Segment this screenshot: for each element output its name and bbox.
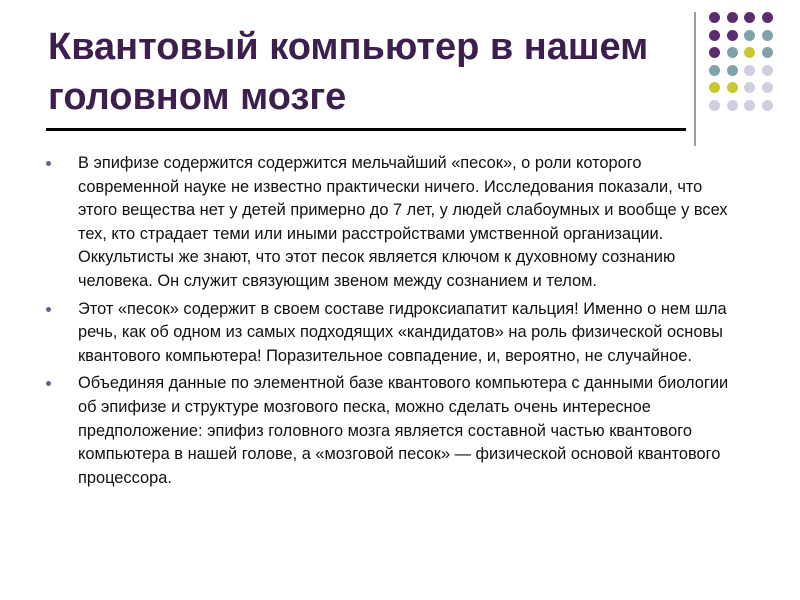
decorative-dot: [709, 12, 720, 23]
decorative-dot: [709, 65, 720, 76]
decorative-dot: [727, 12, 738, 23]
decorative-dot: [709, 47, 720, 58]
bullet-dot-icon: [46, 161, 51, 166]
decorative-dot: [744, 65, 755, 76]
decorative-dot: [762, 65, 773, 76]
bullet-item: [46, 372, 746, 490]
bullet-text: Объединяя данные по элементной базе квантового компьютера с данными биологии об эпифизе и структуре мозгового песка, можно сделать очень интересное предположение: эпифиз головного мозга является составной частью квантового компьютера в нашей голове, а «мозговой песок» — физической основой квантового процессора.: [78, 374, 729, 487]
bullet-dot-icon: [46, 307, 51, 312]
bullet-item: [46, 298, 746, 369]
decorative-dot: [762, 30, 773, 41]
decorative-dot: [709, 100, 720, 111]
decorative-dot: [727, 82, 738, 93]
bullet-text: Этот «песок» содержит в своем составе гидроксиапатит кальция! Именно о нем шла речь, как об одном из самых подходящих «кандидатов» на роль физической основы квантового компьютера! Поразительное совпадение, и, вероятно, не случайное.: [78, 299, 727, 365]
decorative-dot: [744, 47, 755, 58]
decorative-dot: [709, 30, 720, 41]
decorative-dot: [762, 12, 773, 23]
bullet-list: [46, 152, 746, 494]
slide-title: Квантовый компьютер в нашем головном мозге: [48, 26, 649, 118]
decorative-dot: [762, 47, 773, 58]
decorative-dot: [727, 100, 738, 111]
decorative-dot: [727, 65, 738, 76]
bullet-text: В эпифизе содержится содержится мельчайший «песок», о роли которого современной науке не известно практически ничего. Исследования показали, что этого вещества нет у детей примерно до 7 лет, у людей слабоумных и вообще у всех тех, кто страдает теми или иными расстройствами умственной организации. Оккультисты же знают, что этот песок является ключом к духовному сознанию человека. Он служит связующим звеном между сознанием и телом.: [78, 154, 728, 290]
bullet-dot-icon: [46, 381, 51, 386]
decorative-dot: [744, 30, 755, 41]
decorative-dot: [762, 100, 773, 111]
decorative-dot: [744, 100, 755, 111]
decorative-dot: [744, 12, 755, 23]
decorative-dot: [744, 82, 755, 93]
bullet-item: [46, 152, 746, 294]
decorative-dot: [762, 82, 773, 93]
decorative-dot: [727, 47, 738, 58]
decorative-dot: [709, 82, 720, 93]
decorative-dot: [727, 30, 738, 41]
